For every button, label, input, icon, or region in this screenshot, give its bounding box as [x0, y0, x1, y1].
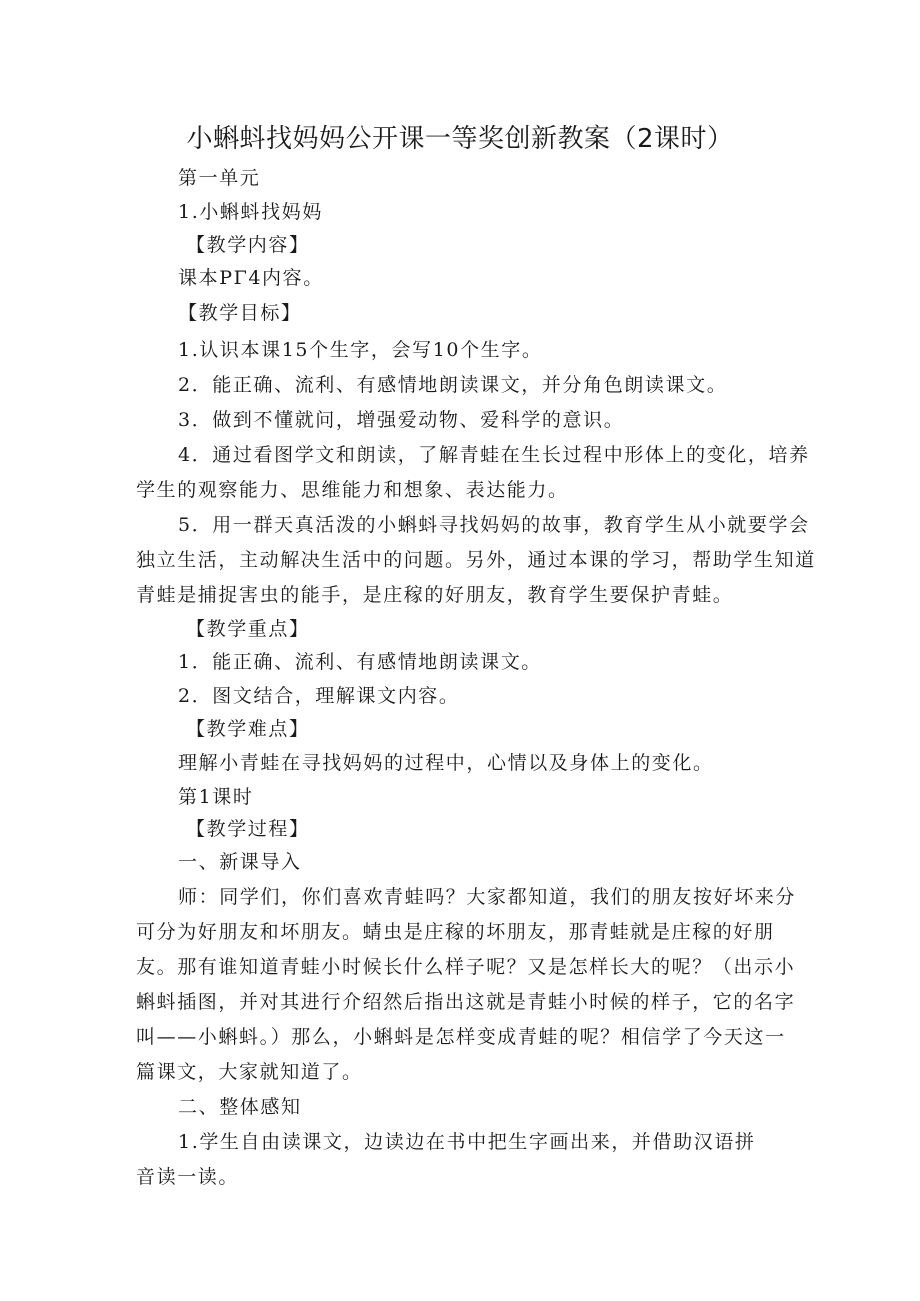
intro-paragraph-cont: 可分为好朋友和坏朋友。蜻虫是庄稼的坏朋友，那青蛙就是庄稼的好朋 — [136, 921, 775, 943]
document-title: 小蝌蚪找妈妈公开课一等奖创新教案（2课时） — [186, 124, 734, 154]
goal-item-4-cont: 学生的观察能力、思维能力和想象、表达能力。 — [136, 479, 569, 501]
intro-paragraph-cont: 蝌蚪插图，并对其进行介绍然后指出这就是青蛙小时候的样子，它的名字 — [136, 991, 796, 1013]
section-heading-keypoints: 【教学重点】 — [186, 618, 310, 640]
section-heading-process: 【教学过程】 — [186, 818, 310, 840]
lesson-title: 1.小蝌蚪找妈妈 — [178, 201, 323, 223]
difficulty-text: 理解小青蛙在寻找妈妈的过程中，心情以及身体上的变化。 — [178, 752, 714, 774]
overview-item-1-cont: 音读一读。 — [136, 1166, 240, 1188]
section-heading-content: 【教学内容】 — [186, 234, 310, 256]
content-text: 课本PΓ4内容。 — [178, 267, 324, 289]
intro-paragraph-cont: 叫——小蝌蚪。）那么，小蝌蚪是怎样变成青蛙的呢？相信学了今天这一 — [136, 1026, 786, 1048]
section-heading-difficulties: 【教学难点】 — [186, 718, 310, 740]
unit-heading: 第一单元 — [178, 167, 261, 189]
intro-paragraph-cont: 篇课文，大家就知道了。 — [136, 1061, 363, 1083]
goal-item-5-cont: 独立生活，主动解决生活中的问题。另外，通过本课的学习，帮助学生知道 — [136, 549, 816, 571]
section-heading-goals: 【教学目标】 — [178, 302, 302, 324]
intro-paragraph: 师：同学们，你们喜欢青蛙吗？大家都知道，我们的朋友按好坏来分 — [178, 886, 797, 908]
keypoint-item-2: 2．图文结合，理解课文内容。 — [178, 685, 460, 707]
goal-item-1: 1.认识本课15个生字，会写10个生字。 — [178, 339, 543, 361]
goal-item-5: 5．用一群天真活泼的小蝌蚪寻找妈妈的故事，教育学生从小就要学会 — [178, 514, 810, 536]
overview-item-1: 1.学生自由读课文，边读边在书中把生字画出来，并借助汉语拼 — [178, 1131, 756, 1153]
goal-item-5-cont: 青蛙是捕捉害虫的能手，是庄稼的好朋友，教育学生要保护青蛙。 — [136, 584, 734, 606]
goal-item-4: 4．通过看图学文和朗读，了解青蛙在生长过程中形体上的变化，培养 — [178, 444, 810, 466]
step-heading-intro: 一、新课导入 — [178, 851, 302, 873]
keypoint-item-1: 1．能正确、流利、有感情地朗读课文。 — [178, 651, 542, 673]
intro-paragraph-cont: 友。那有谁知道青蛙小时候长什么样子呢？又是怎样长大的呢？（出示小 — [136, 956, 796, 978]
step-heading-overview: 二、整体感知 — [178, 1096, 302, 1118]
lesson-period: 第1课时 — [178, 786, 254, 808]
goal-item-2: 2．能正确、流利、有感情地朗读课文，并分角色朗读课文。 — [178, 374, 728, 396]
goal-item-3: 3．做到不懂就问，增强爱动物、爱科学的意识。 — [178, 409, 625, 431]
